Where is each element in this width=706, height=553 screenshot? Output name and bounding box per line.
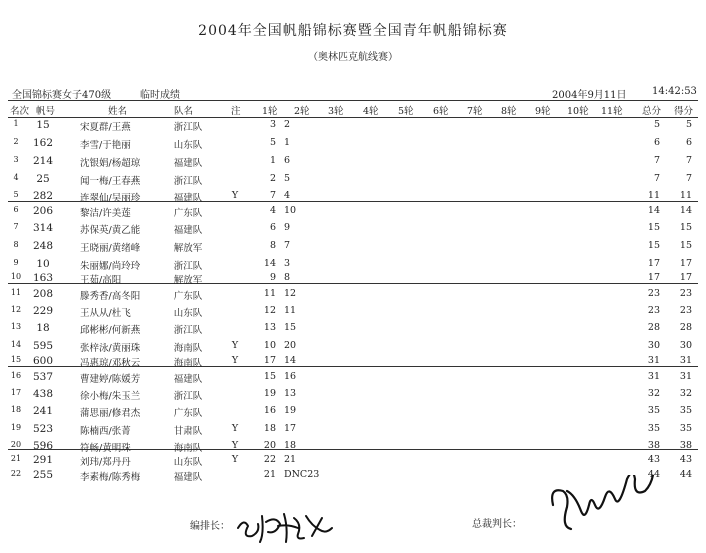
header-race-7: 7轮 — [467, 106, 483, 117]
cell-race-1: 8 — [269, 240, 276, 251]
cell-crew-name: 李雪/于艳丽 — [80, 140, 131, 151]
cell-team: 解放军 — [173, 243, 203, 254]
cell-team: 山东队 — [173, 457, 203, 468]
cell-crew-name: 陈楠西/张菁 — [80, 426, 131, 437]
cell-score: 15 — [679, 240, 692, 251]
cell-crew-name: 李素梅/陈秀梅 — [80, 472, 141, 483]
scorer-label: 编排长： — [190, 521, 230, 532]
cell-crew-name: 蒲思丽/修君杰 — [80, 408, 141, 419]
cell-crew-name: 冯惠琼/邓秋云 — [80, 358, 141, 369]
cell-team: 福建队 — [173, 158, 203, 169]
cell-race-2: 20 — [284, 340, 297, 351]
cell-crew-name: 连翠仙/吴丽珍 — [80, 193, 141, 204]
cell-sail-number: 10 — [36, 258, 50, 270]
cell-rank: 10 — [10, 272, 22, 281]
cell-race-2: 6 — [284, 155, 291, 166]
cell-team: 广东队 — [173, 291, 203, 302]
cell-sail-number: 596 — [32, 440, 54, 452]
cell-score: 17 — [679, 258, 692, 269]
result-date: 2004年9月11日 — [552, 90, 627, 101]
cell-sail-number: 229 — [32, 305, 54, 317]
cell-total: 35 — [647, 423, 660, 434]
cell-total: 43 — [647, 454, 660, 465]
cell-crew-name: 符畅/黄明珠 — [80, 443, 131, 454]
cell-total: 11 — [647, 190, 660, 201]
header-rank: 名次 — [10, 106, 30, 117]
cell-sail-number: 523 — [32, 423, 54, 435]
cell-race-2: 1 — [284, 137, 291, 148]
cell-total: 5 — [653, 119, 660, 130]
cell-race-1: 15 — [263, 371, 276, 382]
cell-rank: 22 — [10, 469, 22, 478]
cell-rank: 4 — [13, 173, 19, 182]
cell-score: 30 — [679, 340, 692, 351]
cell-sail-number: 206 — [32, 205, 54, 217]
cell-score: 32 — [679, 388, 692, 399]
cell-score: 31 — [679, 371, 692, 382]
cell-sail-number: 241 — [32, 405, 54, 417]
document-title: 2004年全国帆船锦标赛暨全国青年帆船锦标赛 — [198, 23, 508, 39]
cell-score: 44 — [679, 469, 692, 480]
cell-total: 17 — [647, 272, 660, 283]
cell-rank: 18 — [10, 405, 22, 414]
cell-sail-number: 438 — [32, 388, 54, 400]
cell-race-2: 5 — [284, 173, 291, 184]
cell-race-2: 12 — [284, 288, 297, 299]
cell-team: 海南队 — [173, 358, 203, 369]
header-name: 姓名 — [108, 106, 128, 117]
cell-team: 甘肃队 — [173, 426, 203, 437]
cell-race-2: 3 — [284, 258, 291, 269]
cell-race-2: 18 — [284, 440, 297, 451]
header-race-11: 11轮 — [601, 106, 623, 117]
cell-score: 11 — [679, 190, 692, 201]
cell-team: 解放军 — [173, 275, 203, 286]
cell-score: 23 — [679, 288, 692, 299]
cell-race-1: 10 — [263, 340, 276, 351]
cell-sail-number: 214 — [32, 155, 54, 167]
cell-rank: 8 — [13, 240, 19, 249]
cell-rank: 13 — [10, 322, 22, 331]
cell-score: 35 — [679, 405, 692, 416]
cell-score: 7 — [685, 173, 692, 184]
cell-team: 山东队 — [173, 308, 203, 319]
cell-crew-name: 曹建婷/陈媛芳 — [80, 374, 141, 385]
header-race-5: 5轮 — [398, 106, 414, 117]
cell-race-1: 19 — [263, 388, 276, 399]
cell-rank: 19 — [10, 423, 22, 432]
cell-rank: 12 — [10, 305, 22, 314]
cell-race-1: 14 — [263, 258, 276, 269]
header-score: 得分 — [674, 106, 694, 117]
cell-race-1: 11 — [263, 288, 276, 299]
cell-race-2: 19 — [284, 405, 297, 416]
cell-total: 30 — [647, 340, 660, 351]
cell-team: 海南队 — [173, 443, 203, 454]
cell-race-2: 4 — [284, 190, 291, 201]
cell-race-1: 7 — [269, 190, 276, 201]
cell-total: 14 — [647, 205, 660, 216]
header-race-10: 10轮 — [567, 106, 589, 117]
cell-total: 31 — [647, 371, 660, 382]
cell-race-2: 9 — [284, 222, 291, 233]
cell-team: 浙江队 — [173, 391, 203, 402]
cell-rank: 9 — [13, 258, 19, 267]
cell-team: 福建队 — [173, 193, 203, 204]
cell-rank: 20 — [10, 440, 22, 449]
cell-team: 浙江队 — [173, 325, 203, 336]
cell-team: 福建队 — [173, 225, 203, 236]
cell-sail-number: 255 — [32, 469, 54, 481]
cell-score: 35 — [679, 423, 692, 434]
cell-score: 43 — [679, 454, 692, 465]
cell-race-1: 1 — [269, 155, 276, 166]
cell-sail-number: 18 — [36, 322, 50, 334]
cell-score: 7 — [685, 155, 692, 166]
header-race-2: 2轮 — [294, 106, 310, 117]
cell-note: Y — [231, 440, 239, 451]
document-subtitle: （奥林匹克航线赛） — [308, 52, 398, 63]
cell-sail-number: 537 — [32, 371, 54, 383]
cell-total: 15 — [647, 222, 660, 233]
cell-sail-number: 291 — [32, 454, 54, 466]
cell-crew-name: 张梓泳/黄丽珠 — [80, 343, 141, 354]
result-time: 14:42:53 — [652, 86, 697, 97]
header-race-4: 4轮 — [363, 106, 379, 117]
header-bottom-rule — [8, 117, 698, 118]
cell-race-1: 21 — [263, 469, 276, 480]
cell-race-2: 15 — [284, 322, 297, 333]
cell-rank: 1 — [13, 119, 19, 128]
cell-race-2: 10 — [284, 205, 297, 216]
cell-race-1: 4 — [269, 205, 276, 216]
cell-crew-name: 滕秀香/高冬阳 — [80, 291, 141, 302]
cell-score: 28 — [679, 322, 692, 333]
cell-score: 6 — [685, 137, 692, 148]
cell-sail-number: 25 — [36, 173, 50, 185]
cell-total: 38 — [647, 440, 660, 451]
cell-sail-number: 162 — [32, 137, 54, 149]
event-name: 全国锦标赛女子470级 — [12, 90, 112, 101]
cell-total: 23 — [647, 288, 660, 299]
cell-team: 福建队 — [173, 374, 203, 385]
cell-total: 44 — [647, 469, 660, 480]
cell-crew-name: 邱彬彬/何新燕 — [80, 325, 141, 336]
cell-rank: 6 — [13, 205, 19, 214]
cell-race-2: 7 — [284, 240, 291, 251]
cell-sail-number: 595 — [32, 340, 54, 352]
cell-race-1: 9 — [269, 272, 276, 283]
cell-crew-name: 沈银娟/杨超琼 — [80, 158, 141, 169]
cell-score: 23 — [679, 305, 692, 316]
cell-total: 31 — [647, 355, 660, 366]
cell-note: Y — [231, 190, 239, 201]
cell-race-2: 11 — [284, 305, 297, 316]
cell-total: 23 — [647, 305, 660, 316]
cell-race-1: 16 — [263, 405, 276, 416]
cell-rank: 17 — [10, 388, 22, 397]
cell-score: 15 — [679, 222, 692, 233]
cell-note: Y — [231, 423, 239, 434]
cell-total: 15 — [647, 240, 660, 251]
cell-rank: 2 — [13, 137, 19, 146]
cell-sail-number: 282 — [32, 190, 54, 202]
cell-race-1: 20 — [263, 440, 276, 451]
cell-total: 6 — [653, 137, 660, 148]
header-sail: 帆号 — [36, 106, 56, 117]
header-race-9: 9轮 — [535, 106, 551, 117]
cell-rank: 21 — [10, 454, 22, 463]
cell-score: 38 — [679, 440, 692, 451]
cell-score: 17 — [679, 272, 692, 283]
cell-race-2: 8 — [284, 272, 291, 283]
header-top-rule — [8, 100, 698, 101]
cell-race-1: 12 — [263, 305, 276, 316]
cell-race-2: DNC23 — [284, 469, 320, 480]
cell-team: 山东队 — [173, 140, 203, 151]
cell-rank: 14 — [10, 340, 22, 349]
cell-total: 35 — [647, 405, 660, 416]
cell-race-1: 17 — [263, 355, 276, 366]
cell-sail-number: 314 — [32, 222, 54, 234]
cell-crew-name: 宋夏群/王燕 — [80, 122, 131, 133]
cell-crew-name: 闻一梅/王春燕 — [80, 176, 141, 187]
header-race-6: 6轮 — [433, 106, 449, 117]
cell-rank: 7 — [13, 222, 19, 231]
header-total: 总分 — [642, 106, 662, 117]
cell-sail-number: 208 — [32, 288, 54, 300]
header-race-1: 1轮 — [262, 106, 278, 117]
cell-race-2: 21 — [284, 454, 297, 465]
cell-sail-number: 248 — [32, 240, 54, 252]
cell-crew-name: 王从从/杜飞 — [80, 308, 131, 319]
cell-team: 浙江队 — [173, 122, 203, 133]
cell-crew-name: 朱丽娜/尚玲玲 — [80, 261, 141, 272]
header-team: 队名 — [174, 106, 194, 117]
result-status: 临时成绩 — [140, 90, 180, 101]
cell-note: Y — [231, 454, 239, 465]
cell-total: 17 — [647, 258, 660, 269]
race-officer-label: 总裁判长： — [472, 519, 522, 530]
cell-team: 浙江队 — [173, 176, 203, 187]
cell-rank: 3 — [13, 155, 19, 164]
cell-race-1: 13 — [263, 322, 276, 333]
cell-crew-name: 黎洁/许美莲 — [80, 208, 131, 219]
race-officer-signature — [545, 475, 670, 535]
cell-team: 海南队 — [173, 343, 203, 354]
cell-team: 广东队 — [173, 408, 203, 419]
cell-rank: 5 — [13, 190, 19, 199]
cell-total: 7 — [653, 173, 660, 184]
cell-rank: 15 — [10, 355, 22, 364]
cell-crew-name: 苏保英/黄乙能 — [80, 225, 141, 236]
cell-race-1: 18 — [263, 423, 276, 434]
header-race-3: 3轮 — [328, 106, 344, 117]
cell-team: 浙江队 — [173, 261, 203, 272]
cell-score: 31 — [679, 355, 692, 366]
cell-note: Y — [231, 340, 239, 351]
cell-sail-number: 600 — [32, 355, 54, 367]
cell-race-1: 22 — [263, 454, 276, 465]
cell-total: 32 — [647, 388, 660, 399]
cell-crew-name: 王茹/高阳 — [80, 275, 122, 286]
cell-score: 5 — [685, 119, 692, 130]
cell-race-2: 16 — [284, 371, 297, 382]
cell-race-1: 5 — [269, 137, 276, 148]
scorer-signature — [232, 506, 342, 546]
cell-race-2: 13 — [284, 388, 297, 399]
cell-team: 广东队 — [173, 208, 203, 219]
cell-team: 福建队 — [173, 472, 203, 483]
cell-rank: 16 — [10, 371, 22, 380]
header-race-8: 8轮 — [501, 106, 517, 117]
cell-total: 7 — [653, 155, 660, 166]
cell-total: 28 — [647, 322, 660, 333]
cell-rank: 11 — [10, 288, 22, 297]
cell-sail-number: 163 — [32, 272, 54, 284]
cell-crew-name: 刘玮/郑丹丹 — [80, 457, 131, 468]
cell-race-1: 6 — [269, 222, 276, 233]
cell-race-1: 3 — [269, 119, 276, 130]
cell-race-1: 2 — [269, 173, 276, 184]
cell-score: 14 — [679, 205, 692, 216]
cell-sail-number: 15 — [36, 119, 50, 131]
header-note: 注 — [231, 106, 241, 117]
cell-note: Y — [231, 355, 239, 366]
cell-race-2: 14 — [284, 355, 297, 366]
cell-race-2: 17 — [284, 423, 297, 434]
cell-crew-name: 王晓丽/黄绪峰 — [80, 243, 141, 254]
cell-crew-name: 徐小梅/朱玉兰 — [80, 391, 141, 402]
cell-race-2: 2 — [284, 119, 291, 130]
